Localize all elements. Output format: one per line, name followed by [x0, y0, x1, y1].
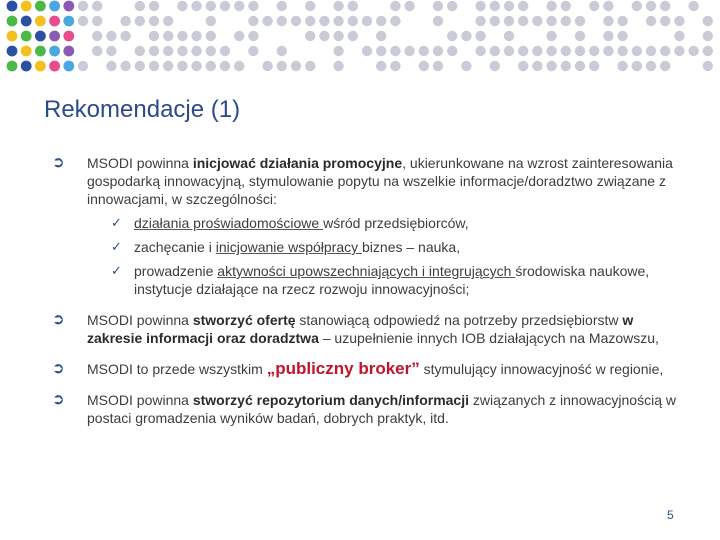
pattern-dot [475, 31, 485, 41]
pattern-dot [433, 1, 443, 11]
pattern-dot [433, 46, 443, 56]
pattern-dot [589, 46, 599, 56]
bullet-4: ➲ MSODI powinna stworzyć repozytorium danych/informacji związanych z innowacyjnością w postaci gromadzenia wyników badań, dobrych praktyk, itd. [52, 391, 676, 426]
pattern-dot [632, 46, 642, 56]
logo-dot [63, 16, 74, 27]
bold-phrase: stworzyć ofertę [192, 312, 296, 328]
logo-dot [63, 31, 74, 42]
pattern-dot [490, 1, 500, 11]
pattern-dot [191, 31, 201, 41]
pattern-dot [135, 46, 145, 56]
pattern-dot [646, 61, 656, 71]
logo-dot [7, 31, 18, 42]
logo-dot [21, 1, 32, 12]
pattern-dot [120, 61, 130, 71]
pattern-dot [660, 16, 670, 26]
pattern-dot [703, 16, 713, 26]
pattern-dot [206, 31, 216, 41]
pattern-dot [617, 46, 627, 56]
arrow-circle-right-icon: ➲ [52, 391, 65, 408]
logo-dot [35, 31, 46, 42]
logo-dot [21, 16, 32, 27]
pattern-dot [688, 1, 698, 11]
pattern-dot [177, 1, 187, 11]
pattern-dot [461, 61, 471, 71]
pattern-dot [92, 46, 102, 56]
pattern-dot [362, 46, 372, 56]
pattern-dot [248, 16, 258, 26]
pattern-dot [248, 31, 258, 41]
pattern-dot [518, 1, 528, 11]
pattern-dot [390, 61, 400, 71]
pattern-dot [404, 46, 414, 56]
pattern-dot [632, 61, 642, 71]
pattern-dot [674, 31, 684, 41]
pattern-dot [390, 1, 400, 11]
pattern-dot [561, 46, 571, 56]
pattern-dot [703, 46, 713, 56]
pattern-dot [362, 16, 372, 26]
sub-item-2: ✓ zachęcanie i inicjowanie współpracy biznes – nauka, [111, 239, 461, 255]
pattern-dot [433, 61, 443, 71]
slide-title: Rekomendacje (1) [44, 96, 241, 123]
check-mark-icon: ✓ [111, 263, 122, 278]
pattern-dot [333, 46, 343, 56]
sub-list [87, 214, 692, 298]
logo-dot [21, 46, 32, 57]
pattern-dot [546, 1, 556, 11]
pattern-dot [206, 16, 216, 26]
logo-dot [49, 46, 60, 57]
logo-dot [21, 61, 32, 72]
pattern-dot [674, 16, 684, 26]
pattern-dot [248, 1, 258, 11]
pattern-dot [234, 61, 244, 71]
pattern-dot [532, 16, 542, 26]
pattern-dot [333, 1, 343, 11]
pattern-dot [305, 1, 315, 11]
pattern-dot [333, 61, 343, 71]
pattern-dot [561, 1, 571, 11]
pattern-dot [688, 46, 698, 56]
pattern-dot [206, 1, 216, 11]
pattern-dot [234, 1, 244, 11]
pattern-dot [92, 1, 102, 11]
pattern-dot [120, 31, 130, 41]
logo-dot [35, 61, 46, 72]
pattern-dot [575, 31, 585, 41]
logo-dot [7, 16, 18, 27]
pattern-dot [106, 31, 116, 41]
pattern-dot [78, 16, 88, 26]
pattern-dot [561, 16, 571, 26]
pattern-dot [277, 16, 287, 26]
pattern-dot [333, 16, 343, 26]
pattern-dot [646, 1, 656, 11]
pattern-dot [674, 46, 684, 56]
pattern-dot [589, 1, 599, 11]
pattern-dot [348, 16, 358, 26]
logo-dot [21, 31, 32, 42]
pattern-dot [447, 1, 457, 11]
pattern-dot [135, 16, 145, 26]
pattern-dot [546, 46, 556, 56]
page-number: 5 [667, 508, 674, 522]
pattern-dot [490, 61, 500, 71]
pattern-dot [106, 61, 116, 71]
bullet-2: ➲ MSODI powinna stworzyć ofertę stanowiącą odpowiedź na potrzeby przedsiębiorstw w zakresie informacji oraz doradztwa – uzupełnienie innych IOB działających na Mazowszu, [52, 311, 659, 346]
sub-item-3: ✓ prowadzenie aktywności upowszechniających i integrujących środowiska naukowe, instytucje działające na rzecz rozwoju innowacyjności; [111, 263, 650, 297]
pattern-dot [376, 46, 386, 56]
pattern-dot [376, 31, 386, 41]
pattern-dot [135, 61, 145, 71]
pattern-dot [177, 46, 187, 56]
pattern-dot [262, 61, 272, 71]
bold-phrase: w zakresie informacji oraz doradztwa [87, 312, 634, 346]
pattern-dot [603, 31, 613, 41]
pattern-dot [191, 1, 201, 11]
pattern-dot [177, 31, 187, 41]
pattern-dot [518, 61, 528, 71]
pattern-dot [660, 61, 670, 71]
pattern-dot [135, 1, 145, 11]
logo-dot [7, 1, 18, 12]
pattern-dot [149, 61, 159, 71]
pattern-dot [617, 16, 627, 26]
logo-dot [49, 16, 60, 27]
pattern-dot [703, 31, 713, 41]
pattern-dot [390, 46, 400, 56]
pattern-dot [518, 16, 528, 26]
pattern-dot [504, 1, 514, 11]
pattern-dot [617, 31, 627, 41]
pattern-dot [419, 61, 429, 71]
bold-phrase: inicjować działania promocyjne [192, 155, 403, 171]
bullet-1: ➲ MSODI powinna inicjować działania promocyjne, ukierunkowane na wzrost zainteresowania gospodarką innowacyjną, stymulowanie popytu na wszelkie informacje/doradztwo związane z innowacjami, w szczególności: ✓ działania proświadomościowe wśród przedsiębiorców, ✓ zachęcanie i inicjowanie współpracy biznes – nauka, ✓ prowadzenie aktywności upowszechniających i integrujących środowiska naukowe, instytucje działające na rzecz rozwoju innowacyjności; [52, 154, 692, 298]
logo-dot [63, 61, 74, 72]
pattern-dot [333, 31, 343, 41]
pattern-dot [433, 16, 443, 26]
pattern-dot [319, 16, 329, 26]
pattern-dot [404, 1, 414, 11]
pattern-dot [475, 16, 485, 26]
pattern-dot [248, 46, 258, 56]
logo-dot [63, 1, 74, 12]
pattern-dot [504, 16, 514, 26]
pattern-dot [546, 61, 556, 71]
pattern-dot [390, 16, 400, 26]
pattern-dot [220, 1, 230, 11]
pattern-dot [291, 16, 301, 26]
logo-dot [49, 31, 60, 42]
pattern-dot [106, 46, 116, 56]
pattern-dot [646, 46, 656, 56]
pattern-dot [220, 46, 230, 56]
pattern-dot [92, 31, 102, 41]
logo-dot [7, 61, 18, 72]
pattern-dot [348, 1, 358, 11]
pattern-dot [504, 46, 514, 56]
pattern-dot [376, 16, 386, 26]
pattern-dot [419, 46, 429, 56]
check-mark-icon: ✓ [111, 215, 122, 230]
pattern-dot [191, 46, 201, 56]
arrow-circle-right-icon: ➲ [52, 311, 65, 328]
pattern-dot [163, 46, 173, 56]
pattern-dot [305, 61, 315, 71]
arrow-circle-right-icon: ➲ [52, 360, 65, 377]
pattern-dot [575, 16, 585, 26]
check-mark-icon: ✓ [111, 239, 122, 254]
highlight-phrase: „publiczny broker” [266, 359, 420, 378]
pattern-dot [603, 46, 613, 56]
logo-dot [49, 61, 60, 72]
pattern-dot [646, 16, 656, 26]
pattern-dot [376, 61, 386, 71]
pattern-dot [603, 1, 613, 11]
pattern-dot [163, 31, 173, 41]
pattern-dot [518, 46, 528, 56]
pattern-dot [589, 61, 599, 71]
pattern-dot [262, 16, 272, 26]
pattern-dot [475, 46, 485, 56]
pattern-dot [78, 1, 88, 11]
pattern-dot [149, 1, 159, 11]
pattern-dot [632, 1, 642, 11]
pattern-dot [447, 46, 457, 56]
pattern-dot [220, 61, 230, 71]
arrow-circle-right-icon: ➲ [52, 154, 65, 171]
pattern-dot [561, 61, 571, 71]
pattern-dot [660, 1, 670, 11]
pattern-dot [504, 31, 514, 41]
pattern-dot [92, 16, 102, 26]
pattern-dot [461, 31, 471, 41]
logo-dot [35, 16, 46, 27]
pattern-dot [277, 61, 287, 71]
pattern-dot [575, 61, 585, 71]
pattern-dot [149, 31, 159, 41]
pattern-dot [277, 1, 287, 11]
pattern-dot [206, 46, 216, 56]
pattern-dot [490, 46, 500, 56]
pattern-dot [149, 46, 159, 56]
content-area [52, 154, 692, 440]
pattern-dot [305, 16, 315, 26]
pattern-dot [447, 31, 457, 41]
logo-dot [63, 46, 74, 57]
pattern-dot [532, 61, 542, 71]
pattern-dot [490, 16, 500, 26]
pattern-dot [475, 1, 485, 11]
pattern-dot [206, 61, 216, 71]
pattern-dot [660, 46, 670, 56]
bullet-3: ➲ MSODI to przede wszystkim „publiczny broker” stymulujący innowacyjność w regionie, [52, 359, 664, 378]
pattern-dot [546, 16, 556, 26]
sub-item-1: ✓ działania proświadomościowe wśród przedsiębiorców, [111, 215, 469, 231]
pattern-dot [603, 16, 613, 26]
pattern-dot [575, 46, 585, 56]
pattern-dot [703, 61, 713, 71]
pattern-dot [546, 31, 556, 41]
logo-dot [7, 46, 18, 57]
pattern-dot [149, 16, 159, 26]
decorative-dot-pattern [0, 0, 720, 80]
pattern-dot [532, 46, 542, 56]
pattern-dot [305, 31, 315, 41]
pattern-dot [163, 61, 173, 71]
pattern-dot [348, 31, 358, 41]
pattern-dot [177, 61, 187, 71]
pattern-dot [78, 61, 88, 71]
pattern-dot [163, 16, 173, 26]
pattern-dot [617, 61, 627, 71]
logo-dot [35, 46, 46, 57]
logo-dot [49, 1, 60, 12]
pattern-dot [234, 31, 244, 41]
bold-phrase: stworzyć repozytorium danych/informacji [192, 392, 469, 408]
pattern-dot [191, 61, 201, 71]
logo-dot [35, 1, 46, 12]
pattern-dot [120, 16, 130, 26]
pattern-dot [319, 31, 329, 41]
pattern-dot [291, 61, 301, 71]
pattern-dot [277, 46, 287, 56]
